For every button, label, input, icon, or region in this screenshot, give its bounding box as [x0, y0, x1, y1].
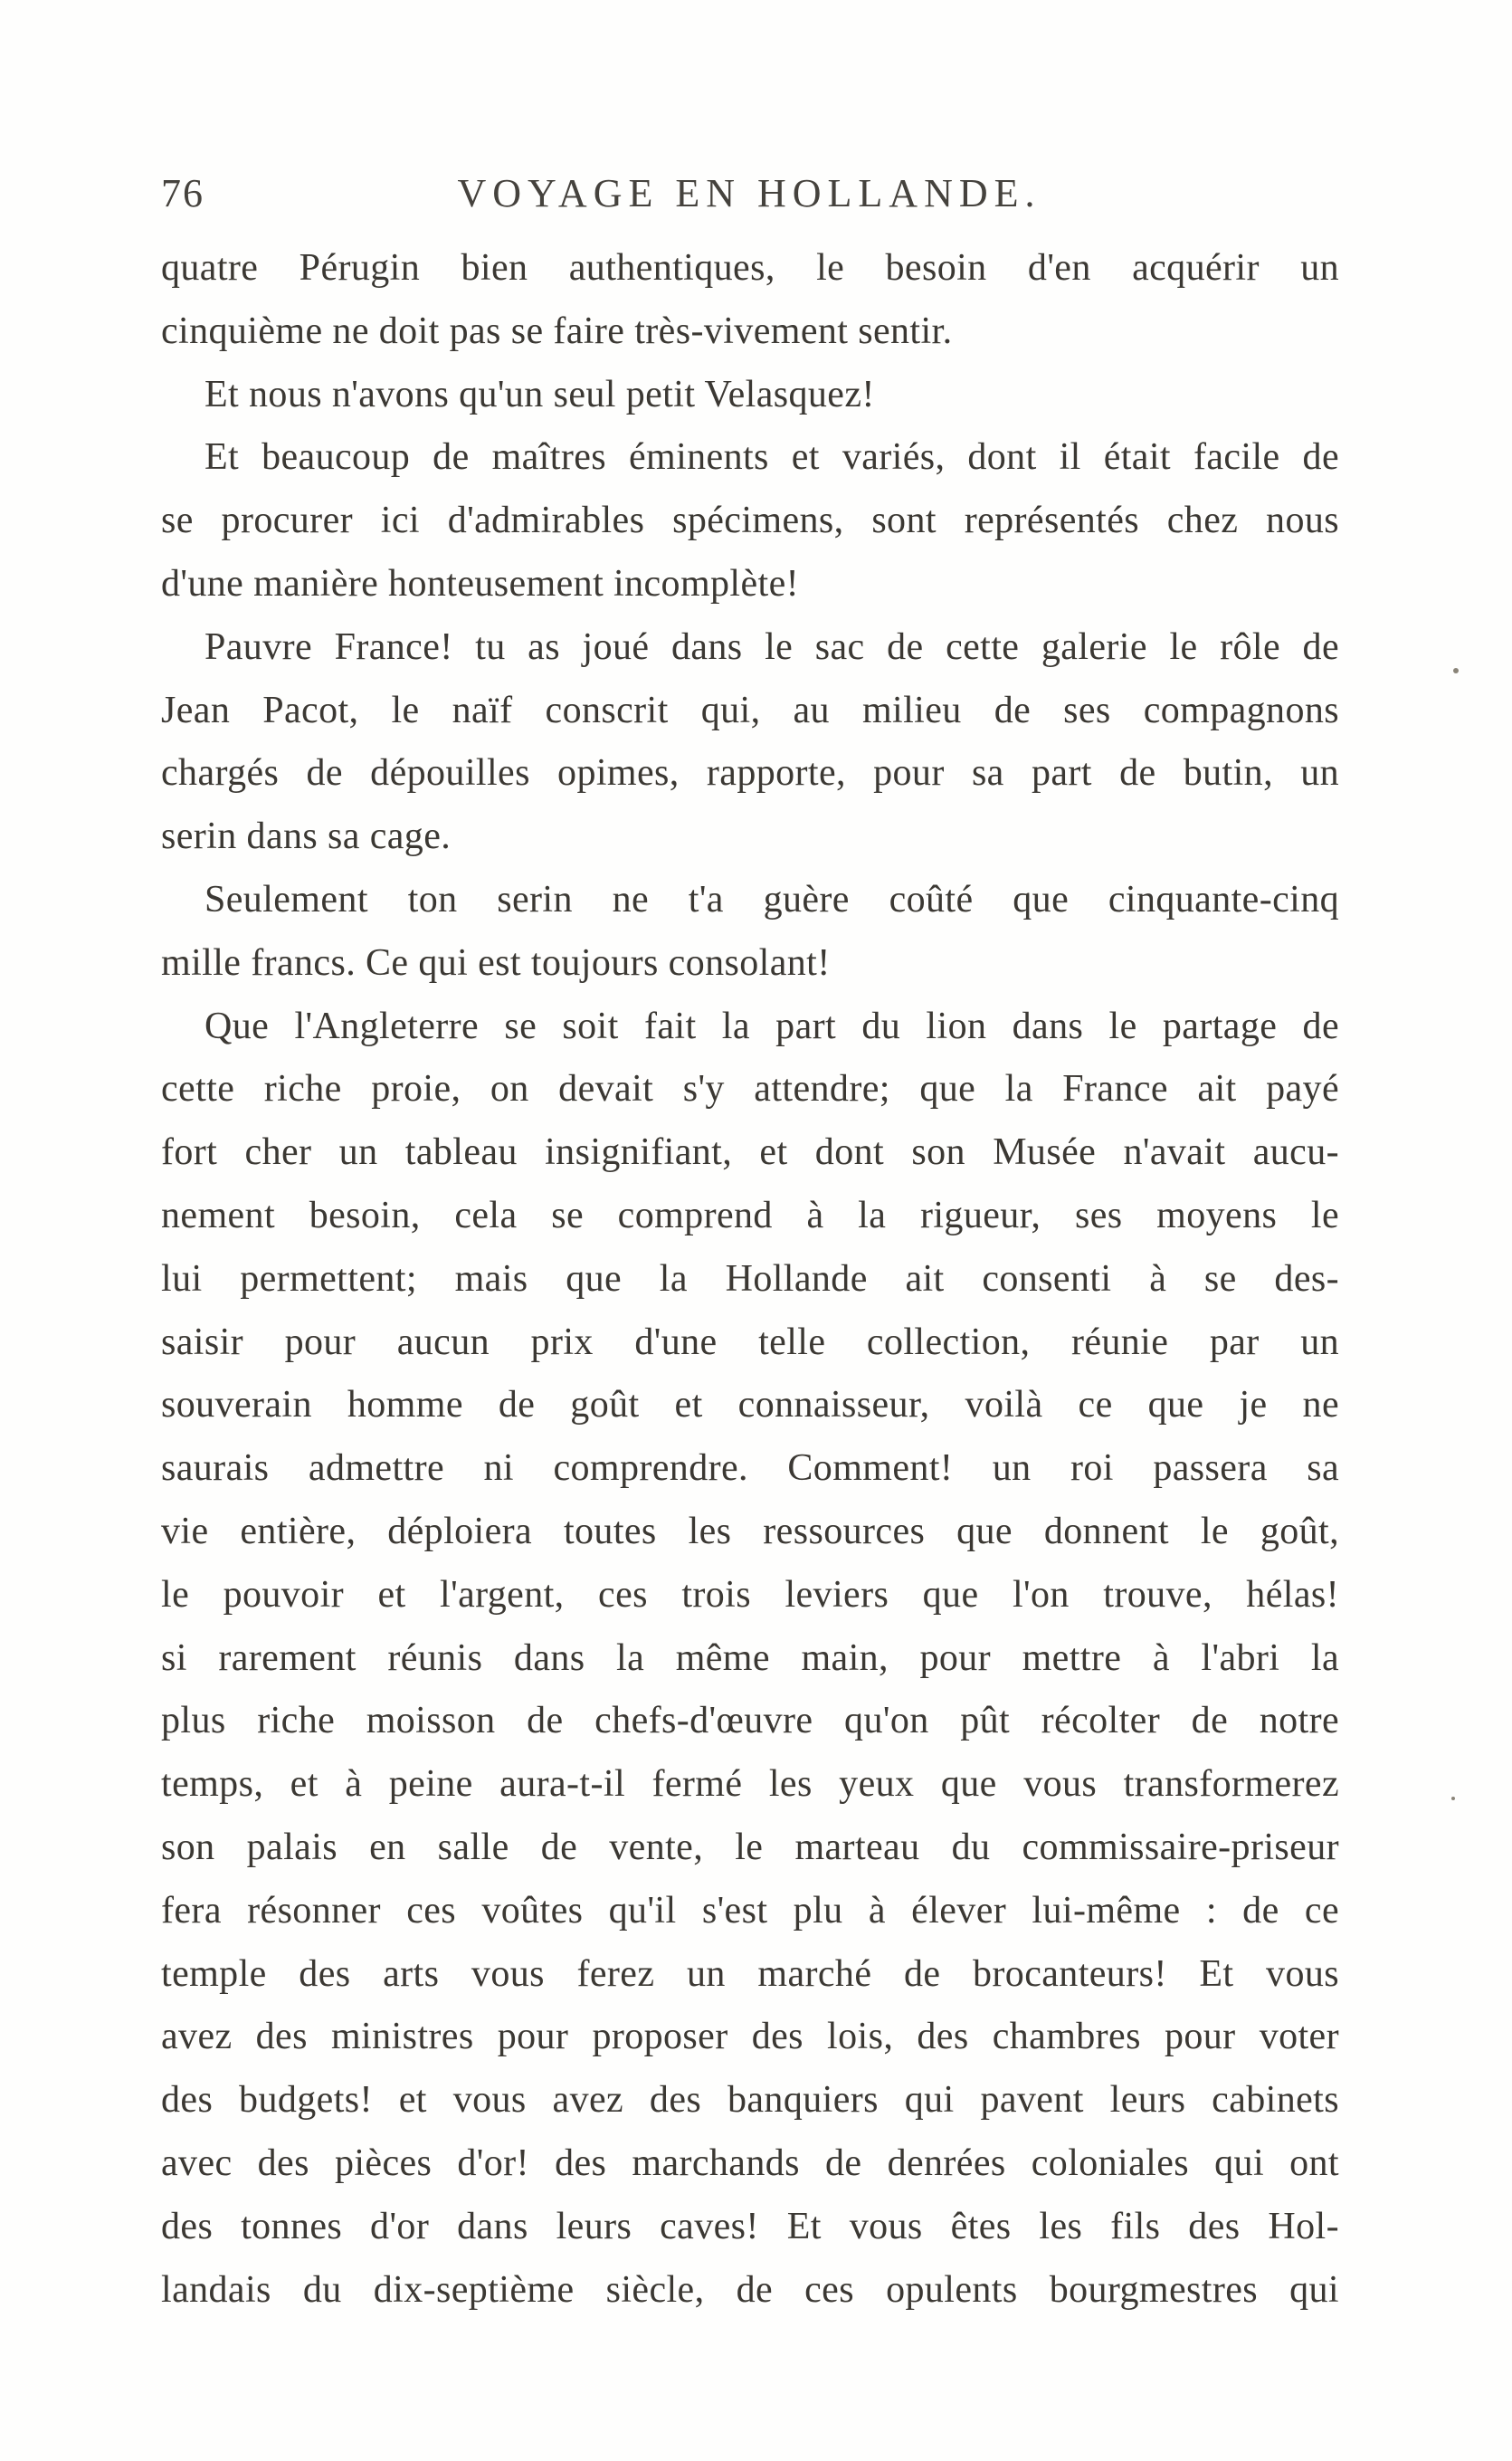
- text-line: temps, et à peine aura-t-il fermé les yeux que vous transformerez: [161, 1763, 1339, 1806]
- text-line: fort cher un tableau insignifiant, et dont son Musée n'avait aucu-: [161, 1131, 1339, 1174]
- paragraph-start-line: Pauvre France! tu as joué dans le sac de cette galerie le rôle de: [204, 625, 1339, 668]
- paper-speck: [1453, 668, 1459, 673]
- text-line: saisir pour aucun prix d'une telle collection, réunie par un: [161, 1321, 1339, 1363]
- text-line: lui permettent; mais que la Hollande ait consenti à se des-: [161, 1257, 1339, 1300]
- text-line: Jean Pacot, le naïf conscrit qui, au milieu de ses compagnons: [161, 689, 1339, 731]
- text-line: cette riche proie, on devait s'y attendre; que la France ait payé: [161, 1068, 1339, 1111]
- text-line: se procurer ici d'admirables spécimens, sont représentés chez nous: [161, 500, 1339, 542]
- text-line: serin dans sa cage.: [161, 816, 452, 858]
- text-line: quatre Pérugin bien authentiques, le besoin d'en acquérir un: [161, 247, 1339, 289]
- text-line: mille francs. Ce qui est toujours consolant!: [161, 941, 831, 984]
- text-line: nement besoin, cela se comprend à la rigueur, ses moyens le: [161, 1194, 1339, 1236]
- paper-speck: [1451, 1797, 1455, 1800]
- text-line: le pouvoir et l'argent, ces trois leviers que l'on trouve, hélas!: [161, 1573, 1339, 1616]
- paragraph-start-line: Et nous n'avons qu'un seul petit Velasquez!: [204, 373, 875, 415]
- running-title: VOYAGE EN HOLLANDE.: [457, 171, 1041, 215]
- text-line: si rarement réunis dans la même main, pour mettre à l'abri la: [161, 1636, 1339, 1679]
- text-line: cinquième ne doit pas se faire très-vivement sentir.: [161, 310, 953, 352]
- paragraph-start-line: Que l'Angleterre se soit fait la part du lion dans le partage de: [204, 1005, 1339, 1047]
- text-line: chargés de dépouilles opimes, rapporte, pour sa part de butin, un: [161, 752, 1339, 795]
- text-line: d'une manière honteusement incomplète!: [161, 562, 800, 605]
- text-line: landais du dix-septième siècle, de ces opulents bourgmestres qui: [161, 2268, 1339, 2311]
- text-line: son palais en salle de vente, le marteau du commissaire-priseur: [161, 1826, 1339, 1868]
- text-line: vie entière, déploiera toutes les ressources que donnent le goût,: [161, 1510, 1339, 1552]
- running-head: [161, 170, 1337, 224]
- text-line: souverain homme de goût et connaisseur, voilà ce que je ne: [161, 1384, 1339, 1426]
- text-line: temple des arts vous ferez un marché de brocanteurs! Et vous: [161, 1952, 1339, 1995]
- paragraph-start-line: Seulement ton serin ne t'a guère coûté que cinquante-cinq: [204, 878, 1339, 920]
- paragraph-start-line: Et beaucoup de maîtres éminents et variés, dont il était facile de: [204, 436, 1339, 479]
- text-line: avec des pièces d'or! des marchands de denrées coloniales qui ont: [161, 2141, 1339, 2184]
- text-line: fera résonner ces voûtes qu'il s'est plu à élever lui-même : de ce: [161, 1889, 1339, 1932]
- text-line: saurais admettre ni comprendre. Comment! un roi passera sa: [161, 1447, 1339, 1490]
- text-line: des tonnes d'or dans leurs caves! Et vous êtes les fils des Hol-: [161, 2205, 1339, 2247]
- text-line: plus riche moisson de chefs-d'œuvre qu'on pût récolter de notre: [161, 1700, 1339, 1742]
- text-line: des budgets! et vous avez des banquiers qui pavent leurs cabinets: [161, 2079, 1339, 2122]
- page-number: 76: [161, 171, 204, 215]
- body-text: [161, 237, 1339, 2322]
- text-line: avez des ministres pour proposer des lois, des chambres pour voter: [161, 2016, 1339, 2058]
